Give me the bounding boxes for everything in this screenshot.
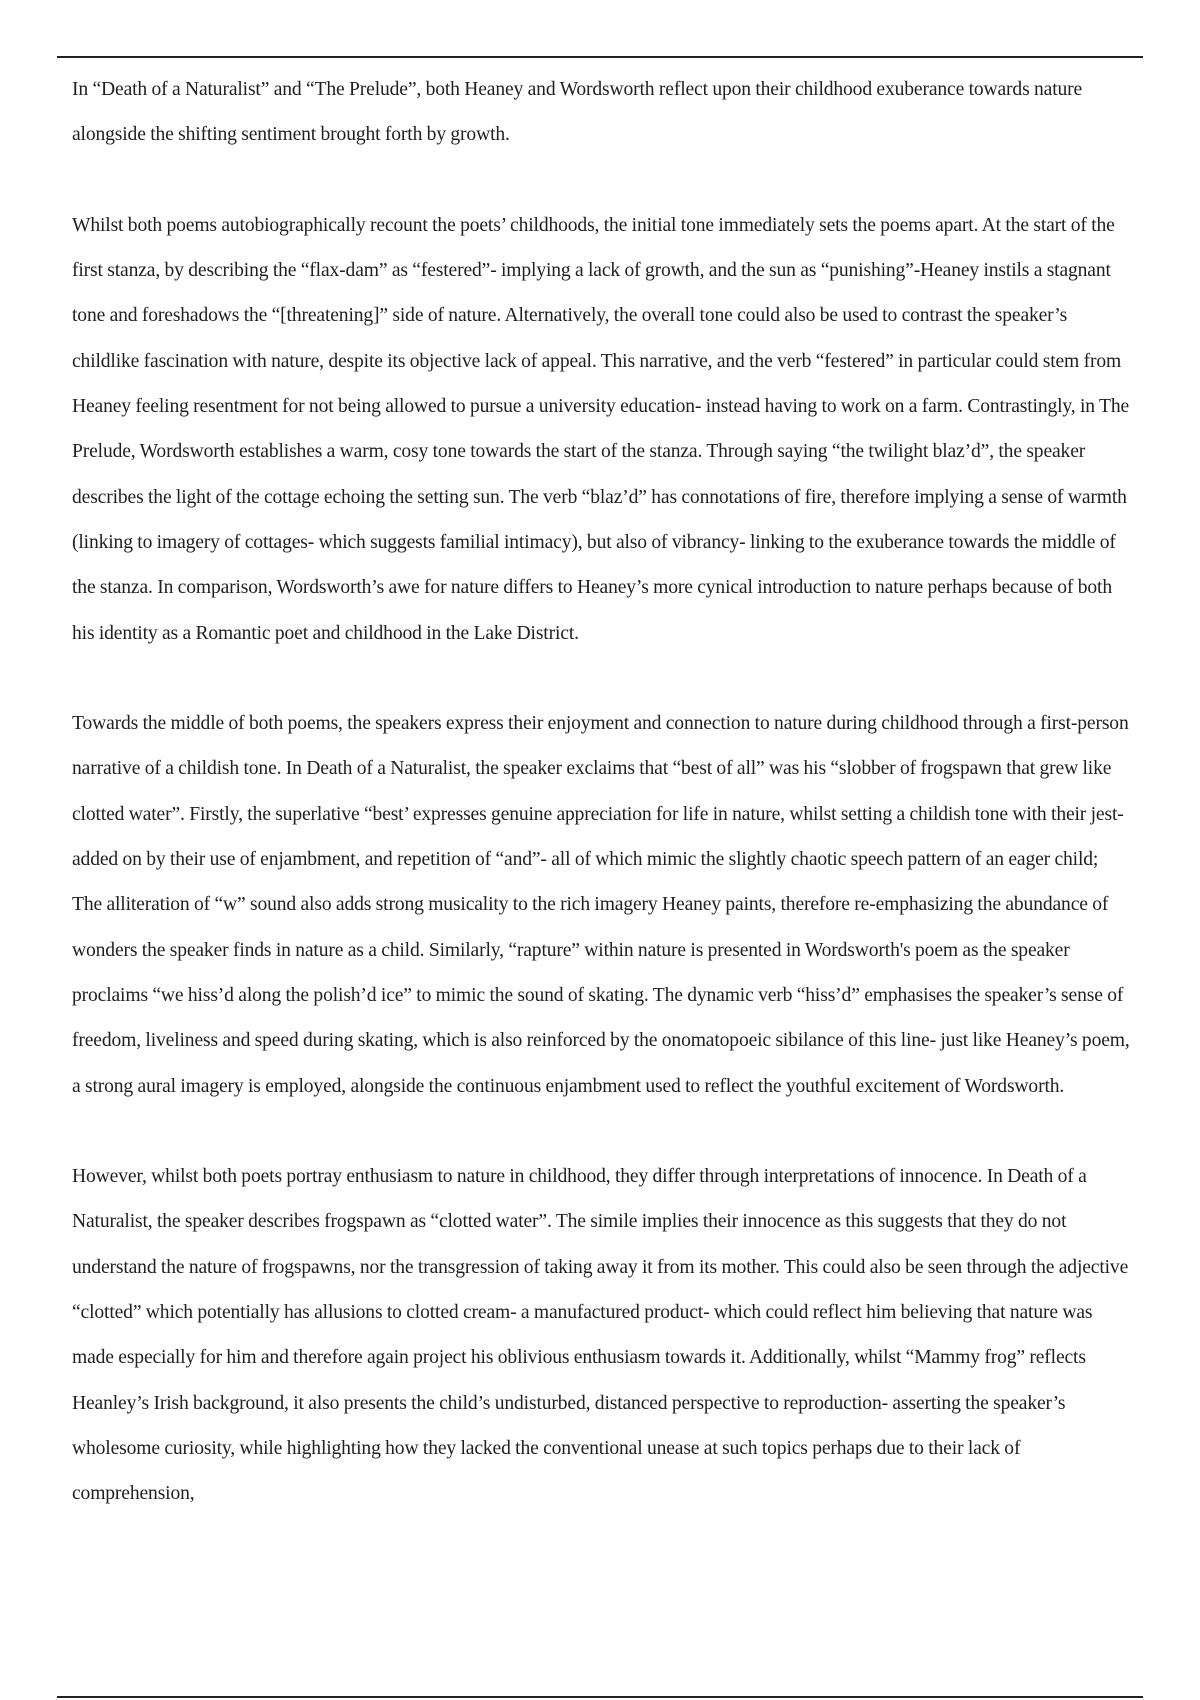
paragraph-innocence: However, whilst both poets portray enthusiasm to nature in childhood, they differ through interpretations of innocence. In Death of a Naturalist, the speaker describes frogspawn as “clotted water”. The simile implies their innocence as this suggests that they do not understand the nature of frogspawns, nor the transgression of taking away it from its mother. This could also be seen through the adjective “clotted” which potentially has allusions to clotted cream- a manufactured product- which could reflect him believing that nature was made especially for him and therefore again project his oblivious enthusiasm towards it. Additionally, whilst “Mammy frog” reflects Heanley’s Irish background, it also presents the child’s undisturbed, distanced perspective to reproduction- asserting the speaker’s wholesome curiosity, while highlighting how they lacked the conventional unease at such topics perhaps due to their lack of comprehension, xyxy=(72,1166,1129,1505)
paragraph-childhood-enjoyment: Towards the middle of both poems, the speakers express their enjoyment and connection to nature during childhood through a first-person narrative of a childish tone. In Death of a Naturalist, the speaker exclaims that “best of all” was his “slobber of frogspawn that grew like clotted water”. Firstly, the superlative “best’ expresses genuine appreciation for life in nature, whilst setting a childish tone with their jest- added on by their use of enjambment, and repetition of “and”- all of which mimic the slightly chaotic speech pattern of an eager child; The alliteration of “w” sound also adds strong musicality to the rich imagery Heaney paints, therefore re-emphasizing the abundance of wonders the speaker finds in nature as a child. Similarly, “rapture” within nature is presented in Wordsworth's poem as the speaker proclaims “we hiss’d along the polish’d ice” to mimic the sound of skating. The dynamic verb “hiss’d” emphasises the speaker’s sense of freedom, liveliness and speed during skating, which is also reinforced by the onomatopoeic sibilance of this line- just like Heaney’s poem, a strong aural imagery is employed, alongside the continuous enjambment used to reflect the youthful excitement of Wordsworth. xyxy=(72,713,1130,1097)
top-rule xyxy=(57,56,1143,58)
paragraph-opening-tone: Whilst both poems autobiographically recount the poets’ childhoods, the initial tone immediately sets the poems apart. At the start of the first stanza, by describing the “flax-dam” as “festered”- implying a lack of growth, and the sun as “punishing”-Heaney instils a stagnant tone and foreshadows the “[threatening]” side of nature. Alternatively, the overall tone could also be used to contrast the speaker’s childlike fascination with nature, despite its objective lack of appeal. This narrative, and the verb “festered” in particular could stem from Heaney feeling resentment for not being allowed to pursue a university education- instead having to work on a farm. Contrastingly, in The Prelude, Wordsworth establishes a warm, cosy tone towards the start of the stanza. Through saying “the twilight blaz’d”, the speaker describes the light of the cottage echoing the setting sun. The verb “blaz’d” has connotations of fire, therefore implying a sense of warmth (linking to imagery of cottages- which suggests familial intimacy), but also of vibrancy- linking to the exuberance towards the middle of the stanza. In comparison, Wordsworth’s awe for nature differs to Heaney’s more cynical introduction to nature perhaps because of both his identity as a Romantic poet and childhood in the Lake District. xyxy=(72,214,1130,644)
paragraph-introduction: In “Death of a Naturalist” and “The Prelude”, both Heaney and Wordsworth reflect upon their childhood exuberance towards nature alongside the shifting sentiment brought forth by growth. xyxy=(72,79,1083,146)
essay-body xyxy=(72,67,1132,1517)
bottom-rule xyxy=(57,1696,1143,1698)
